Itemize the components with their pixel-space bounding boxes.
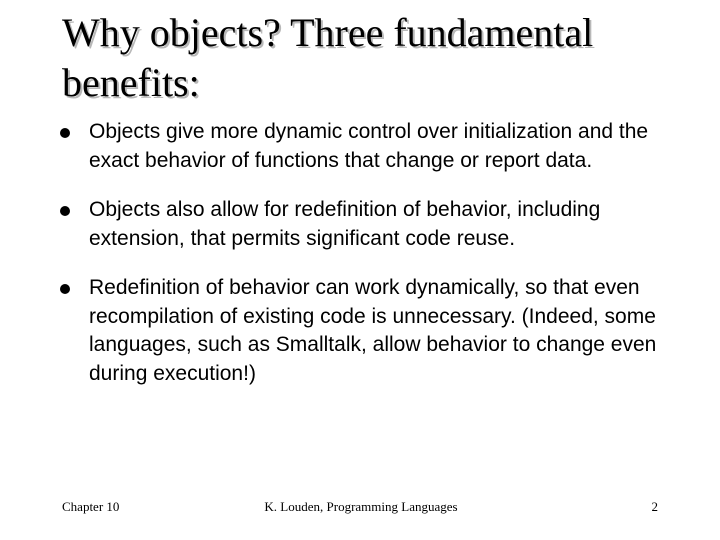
- bullet-list: [58, 118, 678, 409]
- slide-title: Why objects? Three fundamental benefits:: [62, 10, 594, 105]
- bullet-text: Redefinition of behavior can work dynamically, so that even recompilation of existing code is unnecessary. (Indeed, some languages, such as Smalltalk, allow behavior to change even during execution!): [89, 276, 657, 385]
- footer-page-number: 2: [651, 499, 658, 514]
- bullet-dot-icon: [60, 284, 70, 294]
- bullet-text: Objects give more dynamic control over initialization and the exact behavior of functions that change or report data.: [89, 120, 649, 172]
- bullet-item: [58, 118, 678, 175]
- bullet-dot-icon: [60, 128, 70, 138]
- footer-chapter: Chapter 10: [62, 499, 120, 514]
- bullet-item: [58, 196, 678, 253]
- bullet-text: Objects also allow for redefinition of behavior, including extension, that permits significant code reuse.: [89, 198, 601, 250]
- bullet-dot-icon: [60, 206, 70, 216]
- bullet-item: [58, 274, 678, 388]
- footer-author-title: K. Louden, Programming Languages: [264, 499, 458, 514]
